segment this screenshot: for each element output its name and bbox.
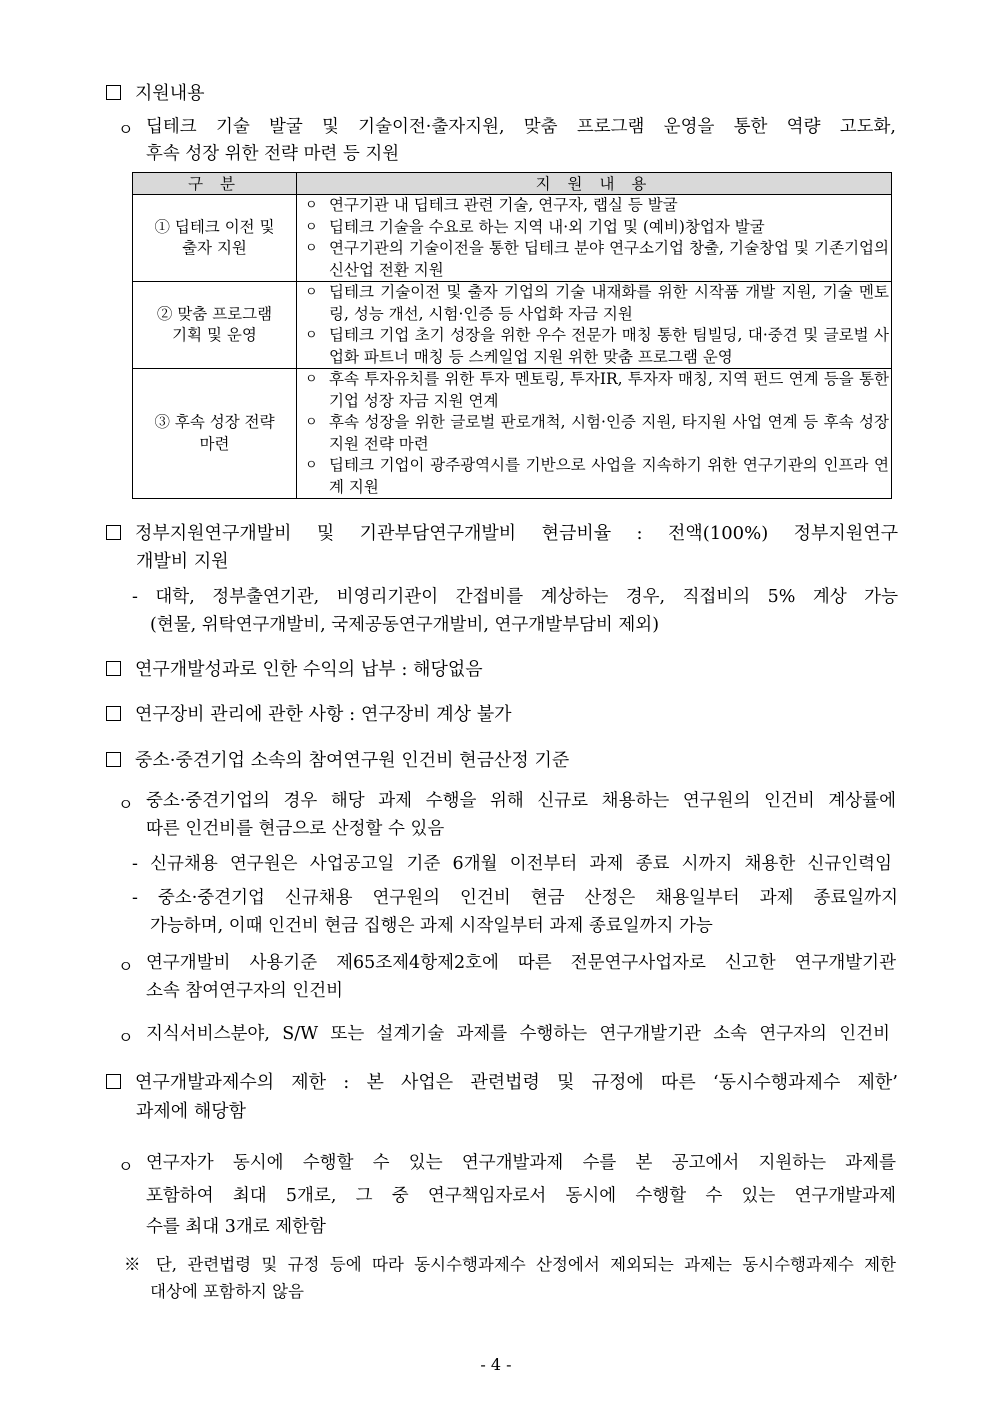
dash-item: - 대학, 정부출연기관, 비영리기관이 간접비를 계상하는 경우, 직접비의 5% 계상 가능 [132, 587, 898, 607]
list-item: ㅇ 딥테크 기술을 수요로 하는 지역 내·외 기업 및 (예비)창업자 발굴 [303, 217, 889, 239]
bullet-text-cont: 후속 성장 위한 전략 마련 등 지원 [146, 144, 400, 164]
dash-item: - 신규채용 연구원은 사업공고일 기준 6개월 이전부터 과제 종료 시까지 채용한 신규인력임 [132, 854, 892, 874]
circle-bullet-icon: ㅇ [118, 1028, 134, 1047]
page-number: - 4 - [480, 1355, 512, 1374]
checkbox-square-icon [106, 1074, 121, 1089]
list-item: ㅇ 후속 투자유치를 위한 투자 멘토링, 투자IR, 투자자 매칭, 지역 펀드 연계 등을 통한 기업 성장 자금 지원 연계 [303, 369, 889, 412]
row-category: ③ 후속 성장 전략 마련 [133, 369, 297, 499]
section-title: 중소·중견기업 소속의 참여연구원 인건비 현금산정 기준 [135, 750, 570, 771]
section-title: 연구개발과제수의 제한 : 본 사업은 관련법령 및 규정에 따른 ‘동시수행과제수 제한’ [135, 1072, 898, 1093]
checkbox-square-icon [106, 85, 121, 100]
section-title: 연구장비 관리에 관한 사항 : 연구장비 계상 불가 [135, 704, 512, 725]
row-category: ① 딥테크 이전 및 출자 지원 [133, 195, 297, 282]
list-item: ㅇ 연구기관 내 딥테크 관련 기술, 연구자, 랩실 등 발굴 [303, 195, 889, 217]
section-title: 지원내용 [135, 83, 205, 104]
table-header-content: 지 원 내 용 [297, 173, 892, 195]
section-title: 연구개발성과로 인한 수익의 납부 : 해당없음 [135, 659, 483, 680]
dash-item-cont: 가능하며, 이때 인건비 현금 집행은 과제 시작일부터 과제 종료일까지 가능 [150, 916, 713, 936]
section-task-limit [106, 1068, 898, 1098]
dash-item: - 중소·중견기업 신규채용 연구원의 인건비 현금 산정은 채용일부터 과제 종료일까지 [132, 888, 898, 908]
bullet-text-cont: 따른 인건비를 현금으로 산정할 수 있음 [146, 819, 445, 839]
checkbox-square-icon [106, 525, 121, 540]
bullet-text: 중소·중견기업의 경우 해당 과제 수행을 위해 신규로 채용하는 연구원의 인건비 계상률에 [146, 791, 896, 811]
row-category: ② 맞춤 프로그램 기획 및 운영 [133, 282, 297, 369]
table-row [133, 282, 892, 369]
list-item: ㅇ 딥테크 기업 초기 성장을 위한 우수 전문가 매칭 통한 팀빌딩, 대·중견 및 글로벌 사업화 파트너 매칭 등 스케일업 지원 위한 맞춤 프로그램 운영 [303, 325, 889, 368]
bullet-text-cont: 소속 참여연구자의 인건비 [146, 981, 344, 1001]
section-labor-cost [106, 746, 569, 776]
bullet-text: 연구자가 동시에 수행할 수 있는 연구개발과제 수를 본 공고에서 지원하는 과제를 [146, 1153, 896, 1173]
circle-bullet-icon: ㅇ [118, 957, 134, 976]
section-title-cont: 개발비 지원 [136, 551, 229, 572]
table-row [133, 195, 892, 282]
note-text: ※ 단, 관련법령 및 규정 등에 따라 동시수행과제수 산정에서 제외되는 과제는 동시수행과제수 제한 [124, 1255, 896, 1274]
section-support-content [106, 79, 205, 109]
note-text-cont: 대상에 포함하지 않음 [150, 1282, 304, 1301]
support-table [132, 172, 892, 499]
section-revenue-payment [106, 655, 483, 685]
list-item: ㅇ 딥테크 기술이전 및 출자 기업의 기술 내재화를 위한 시작품 개발 지원, 기술 멘토링, 성능 개선, 시험·인증 등 사업화 자금 지원 [303, 282, 889, 325]
section-cash-ratio [106, 519, 898, 549]
bullet-text-cont: 포함하여 최대 5개로, 그 중 연구책임자로서 동시에 수행할 수 있는 연구개발과제 [146, 1186, 896, 1206]
table-row [133, 369, 892, 499]
table-header-category: 구 분 [133, 173, 297, 195]
dash-item-cont: (현물, 위탁연구개발비, 국제공동연구개발비, 연구개발부담비 제외) [150, 615, 660, 635]
list-item: ㅇ 연구기관의 기술이전을 통한 딥테크 분야 연구소기업 창출, 기술창업 및 기존기업의 신산업 전환 지원 [303, 238, 889, 281]
circle-bullet-icon: ㅇ [118, 795, 134, 814]
list-item: ㅇ 딥테크 기업이 광주광역시를 기반으로 사업을 지속하기 위한 연구기관의 인프라 연계 지원 [303, 455, 889, 498]
bullet-text: 지식서비스분야, S/W 또는 설계기술 과제를 수행하는 연구개발기관 소속 연구자의 인건비 [146, 1024, 890, 1044]
circle-bullet-icon: ㅇ [118, 120, 134, 139]
checkbox-square-icon [106, 706, 121, 721]
circle-bullet-icon: ㅇ [118, 1157, 134, 1176]
row-details [297, 282, 892, 369]
checkbox-square-icon [106, 752, 121, 767]
section-title: 정부지원연구개발비 및 기관부담연구개발비 현금비율 : 전액(100%) 정부지원연구 [135, 523, 898, 544]
row-details [297, 369, 892, 499]
section-equipment [106, 700, 512, 730]
checkbox-square-icon [106, 661, 121, 676]
list-item: ㅇ 후속 성장을 위한 글로벌 판로개척, 시험·인증 지원, 타지원 사업 연계 등 후속 성장 지원 전략 마련 [303, 412, 889, 455]
bullet-text: 딥테크 기술 발굴 및 기술이전·출자지원, 맞춤 프로그램 운영을 통한 역량 고도화, [146, 117, 896, 137]
bullet-text-cont: 수를 최대 3개로 제한함 [146, 1217, 326, 1237]
row-details [297, 195, 892, 282]
bullet-text: 연구개발비 사용기준 제65조제4항제2호에 따른 전문연구사업자로 신고한 연구개발기관 [146, 953, 896, 973]
section-title-cont: 과제에 해당함 [136, 1101, 247, 1122]
